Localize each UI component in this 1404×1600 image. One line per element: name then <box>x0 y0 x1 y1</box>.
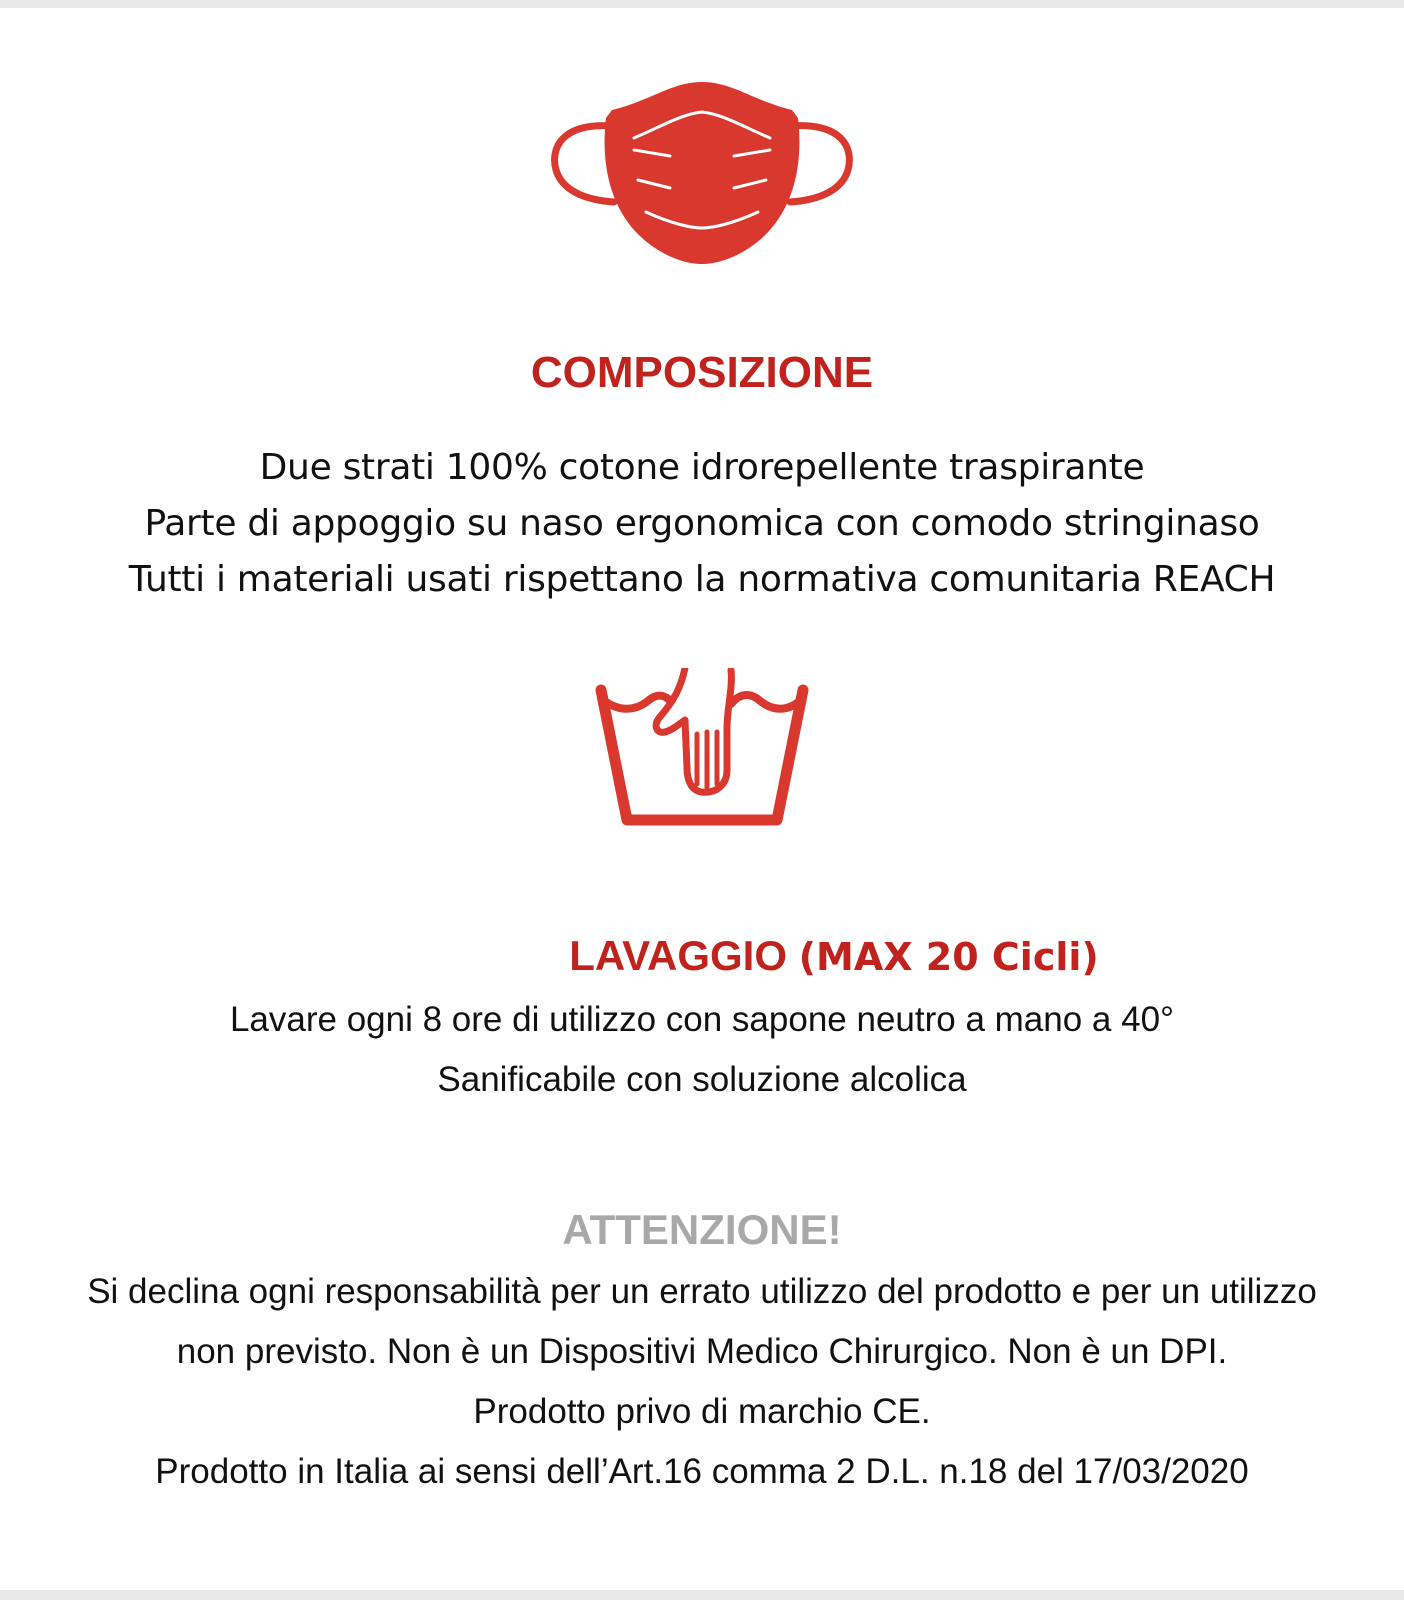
warning-line-2: non previsto. Non è un Dispositivi Medico Chirurgico. Non è un DPI. <box>176 1332 1228 1371</box>
washing-title-main: LAVAGGIO <box>569 932 787 979</box>
washing-line-2: Sanificabile con soluzione alcolica <box>437 1060 967 1099</box>
composition-line-3: Tutti i materiali usati rispettano la normativa comunitaria REACH <box>128 559 1276 600</box>
warning-title: ATTENZIONE! <box>562 1206 842 1253</box>
bottom-divider <box>0 1590 1404 1600</box>
washing-text <box>0 990 1404 1110</box>
warning-text <box>0 1262 1404 1502</box>
composition-line-1: Due strati 100% cotone idrorepellente traspirante <box>259 447 1145 488</box>
warning-line-4: Prodotto in Italia ai sensi dell’Art.16 comma 2 D.L. n.18 del 17/03/2020 <box>155 1452 1249 1491</box>
hand-wash-icon <box>587 668 817 838</box>
warning-line-3: Prodotto privo di marchio CE. <box>473 1392 931 1431</box>
composition-text <box>0 440 1404 608</box>
washing-line-1: Lavare ogni 8 ore di utilizzo con sapone neutro a mano a 40° <box>229 1000 1175 1039</box>
top-divider <box>0 0 1404 8</box>
washing-title-suffix: (MAX 20 Cicli) <box>798 935 1099 979</box>
washing-title <box>132 932 1404 980</box>
face-mask-icon <box>542 78 862 268</box>
warning-line-1: Si declina ogni responsabilità per un errato utilizzo del prodotto e per un utilizzo <box>87 1272 1317 1311</box>
composition-title: COMPOSIZIONE <box>530 348 874 397</box>
wash-icon-container <box>0 668 1404 838</box>
mask-icon-container <box>0 78 1404 268</box>
composition-line-2: Parte di appoggio su naso ergonomica con comodo stringinaso <box>144 503 1260 544</box>
